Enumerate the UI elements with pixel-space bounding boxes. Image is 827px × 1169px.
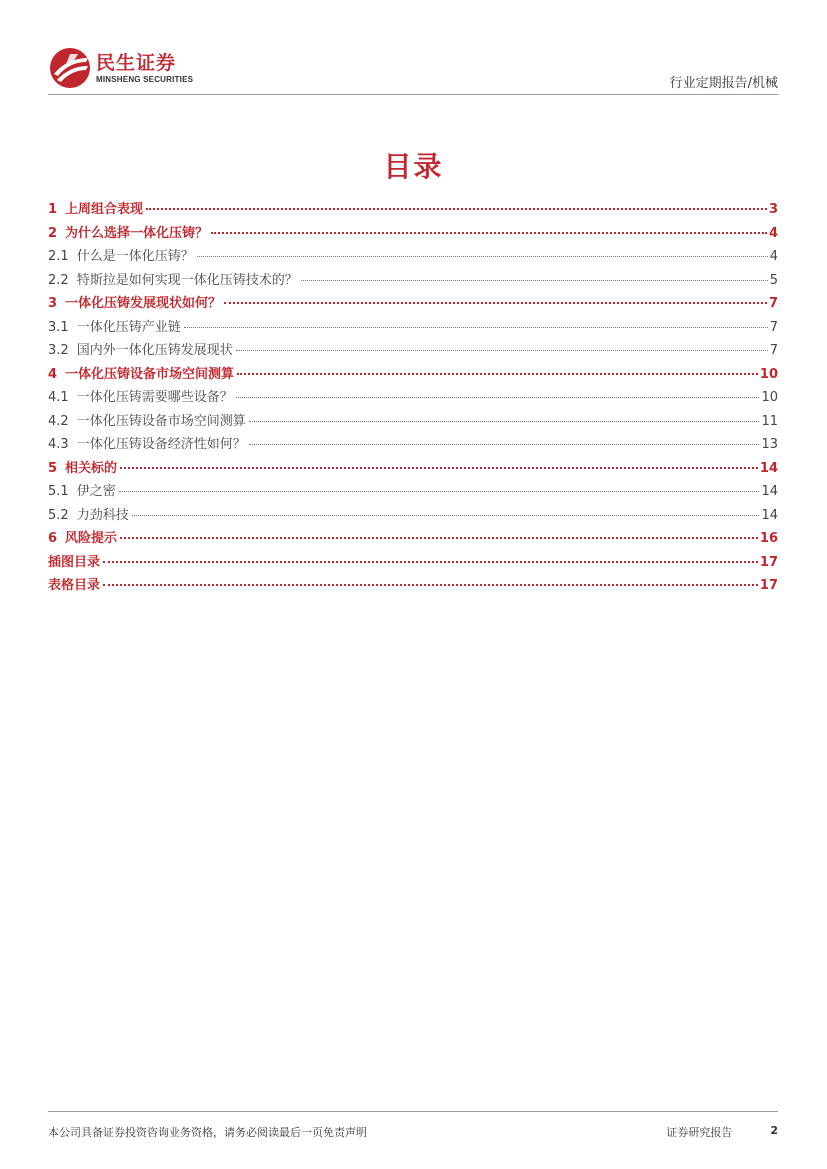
toc-leader-dots bbox=[236, 396, 760, 398]
toc-entry-page: 14 bbox=[761, 507, 778, 523]
toc-leader-dots bbox=[249, 443, 760, 445]
toc-entry-label bbox=[48, 198, 143, 222]
toc-entry[interactable] bbox=[48, 457, 778, 481]
toc-entry[interactable] bbox=[48, 316, 778, 340]
toc-entry-page: 3 bbox=[768, 202, 778, 217]
toc-entry-label bbox=[48, 410, 246, 434]
toc-entry-title: 一体化压铸产业链 bbox=[76, 319, 181, 335]
toc-entry-title: 一体化压铸设备市场空间测算 bbox=[65, 366, 235, 382]
toc-entry-page: 17 bbox=[759, 578, 778, 593]
toc-entry[interactable] bbox=[48, 198, 778, 222]
toc-leader-dots bbox=[103, 583, 758, 586]
toc-entry-page: 5 bbox=[769, 272, 778, 288]
header-divider bbox=[48, 94, 778, 95]
toc-entry-label bbox=[48, 527, 117, 551]
toc-entry-number: 2.2 bbox=[48, 272, 69, 288]
toc-entry[interactable] bbox=[48, 527, 778, 551]
toc-leader-dots bbox=[237, 372, 758, 375]
toc-entry[interactable] bbox=[48, 222, 778, 246]
toc-leader-dots bbox=[197, 255, 768, 257]
toc-entry-number: 5.1 bbox=[48, 484, 69, 499]
toc-entry-title: 相关标的 bbox=[65, 460, 118, 476]
toc-entry-label bbox=[48, 433, 246, 457]
page-header bbox=[48, 44, 778, 96]
toc-entry[interactable] bbox=[48, 292, 778, 316]
toc-entry-number: 1 bbox=[48, 202, 58, 217]
toc-entry-number: 3.2 bbox=[48, 343, 69, 358]
toc-entry[interactable] bbox=[48, 269, 778, 293]
toc-leader-dots bbox=[301, 279, 768, 281]
toc-entry[interactable] bbox=[48, 433, 778, 457]
footer-right bbox=[666, 1124, 778, 1140]
toc-entry-page: 13 bbox=[761, 437, 778, 452]
report-category: 行业定期报告/机械 bbox=[669, 76, 778, 91]
toc-entry-title: 插图目录 bbox=[48, 554, 101, 570]
toc-entry-label bbox=[48, 386, 233, 410]
page-title: 目录 bbox=[383, 150, 444, 183]
toc-leader-dots bbox=[119, 490, 760, 492]
toc-entry-label bbox=[48, 457, 117, 481]
toc-entry[interactable] bbox=[48, 386, 778, 410]
toc-entry-label bbox=[48, 504, 129, 528]
toc-entry-number: 2.1 bbox=[48, 249, 69, 264]
toc-entry-page: 16 bbox=[759, 531, 778, 546]
toc-entry[interactable] bbox=[48, 363, 778, 387]
toc-entry-title: 风险提示 bbox=[65, 531, 118, 546]
toc-entry-page: 4 bbox=[768, 225, 778, 241]
toc-entry-label bbox=[48, 339, 233, 363]
toc-entry-title: 上周组合表现 bbox=[65, 202, 144, 217]
toc-entry-number: 2 bbox=[48, 225, 58, 241]
toc-entry-title: 伊之密 bbox=[76, 484, 116, 499]
toc-leader-dots bbox=[249, 420, 760, 422]
logo-chinese-name: 民生证券 bbox=[96, 51, 177, 74]
toc-entry-title: 表格目录 bbox=[48, 578, 101, 593]
toc-entry-page: 4 bbox=[769, 249, 778, 264]
toc-entry-page: 14 bbox=[761, 484, 778, 499]
toc-entry-number: 5.2 bbox=[48, 507, 69, 523]
toc-entry[interactable] bbox=[48, 480, 778, 504]
toc-entry-label bbox=[48, 363, 234, 387]
toc-entry-page: 7 bbox=[768, 296, 778, 311]
toc-leader-dots bbox=[120, 466, 758, 469]
toc-entry-title: 力劲科技 bbox=[76, 507, 129, 523]
toc-entry-number: 3.1 bbox=[48, 319, 69, 335]
toc-entry-page: 10 bbox=[759, 366, 778, 382]
toc-entry-title: 为什么选择一体化压铸？ bbox=[65, 225, 209, 241]
toc-entry[interactable] bbox=[48, 245, 778, 269]
toc-leader-dots bbox=[211, 231, 767, 234]
toc-entry-number: 4.3 bbox=[48, 437, 69, 452]
footer-divider bbox=[48, 1111, 778, 1112]
company-logo bbox=[48, 46, 193, 90]
footer-disclaimer: 本公司具备证券投资咨询业务资格，请务必阅读最后一页免责声明 bbox=[48, 1126, 367, 1139]
toc-entry-number: 4.1 bbox=[48, 390, 69, 405]
toc-entry-page: 10 bbox=[761, 390, 778, 405]
toc-entry-number: 4 bbox=[48, 366, 58, 382]
toc-entry-label bbox=[48, 480, 116, 504]
toc-entry-label bbox=[48, 292, 221, 316]
toc-entry-label bbox=[48, 245, 194, 269]
toc-entry-title: 什么是一体化压铸？ bbox=[76, 249, 194, 264]
toc-entry[interactable] bbox=[48, 410, 778, 434]
toc-entry-number: 6 bbox=[48, 531, 58, 546]
toc-entry-number: 3 bbox=[48, 296, 58, 311]
toc-entry-page: 14 bbox=[759, 460, 778, 476]
toc-entry-label bbox=[48, 269, 298, 293]
footer-report-type: 证券研究报告 bbox=[666, 1126, 733, 1139]
toc-entry-page: 7 bbox=[769, 343, 778, 358]
toc-leader-dots bbox=[224, 301, 767, 304]
toc-leader-dots bbox=[103, 560, 758, 563]
toc-entry-label bbox=[48, 316, 181, 340]
page-number: 2 bbox=[770, 1124, 778, 1137]
table-of-contents bbox=[48, 198, 778, 598]
toc-entry[interactable] bbox=[48, 504, 778, 528]
toc-leader-dots bbox=[236, 349, 768, 351]
toc-entry-label bbox=[48, 222, 208, 246]
toc-entry[interactable] bbox=[48, 551, 778, 575]
minsheng-logo-icon bbox=[48, 46, 92, 90]
toc-entry-page: 7 bbox=[769, 319, 778, 335]
toc-entry-page: 11 bbox=[761, 413, 778, 429]
toc-entry-title: 特斯拉是如何实现一体化压铸技术的？ bbox=[76, 272, 298, 288]
toc-entry-title: 国内外一体化压铸发展现状 bbox=[76, 343, 233, 358]
toc-leader-dots bbox=[184, 326, 768, 328]
toc-entry-page: 17 bbox=[759, 554, 778, 570]
toc-entry-title: 一体化压铸需要哪些设备？ bbox=[76, 390, 233, 405]
toc-entry-title: 一体化压铸发展现状如何？ bbox=[65, 296, 222, 311]
toc-entry-label bbox=[48, 574, 100, 598]
toc-entry-number: 5 bbox=[48, 460, 58, 476]
toc-entry-number: 4.2 bbox=[48, 413, 69, 429]
toc-entry[interactable] bbox=[48, 574, 778, 598]
toc-entry-label bbox=[48, 551, 100, 575]
toc-entry-title: 一体化压铸设备经济性如何？ bbox=[76, 437, 246, 452]
toc-leader-dots bbox=[146, 207, 767, 210]
toc-entry-title: 一体化压铸设备市场空间测算 bbox=[76, 413, 246, 429]
toc-leader-dots bbox=[120, 536, 758, 539]
logo-english-name: MINSHENG SECURITIES bbox=[96, 74, 194, 84]
toc-entry[interactable] bbox=[48, 339, 778, 363]
toc-leader-dots bbox=[132, 514, 760, 516]
